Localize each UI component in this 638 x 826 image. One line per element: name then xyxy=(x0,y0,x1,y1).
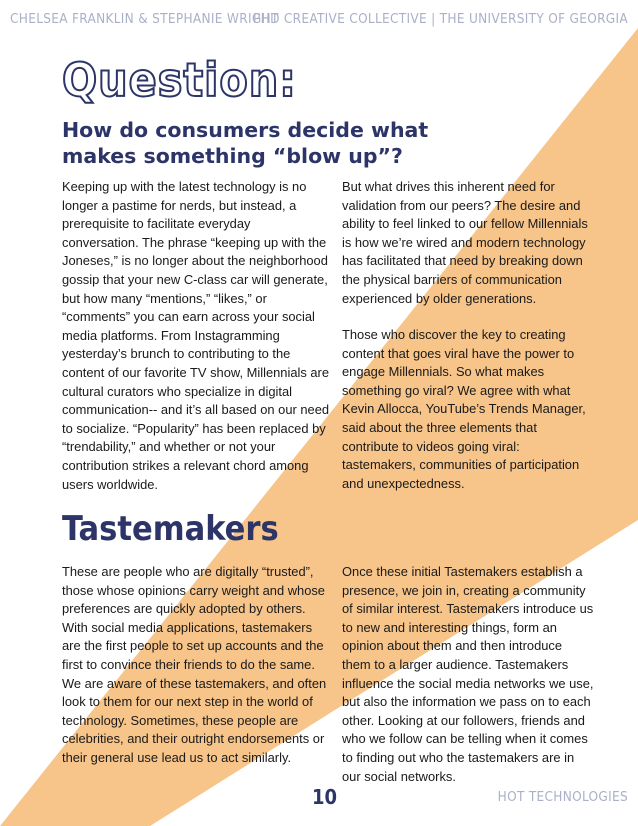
question-subtitle: How do consumers decide what makes something “blow up”? xyxy=(62,118,429,168)
header-authors: CHELSEA FRANKLIN & STEPHANIE WRIGHT xyxy=(10,11,279,27)
intro-column-2-paragraph-1: But what drives this inherent need for validation from our peers? The desire and ability to feel linked to our fellow Millennials is how we’re wired and modern technology has facilitated that need by breaking down the physical barriers of communication experienced by older generations. xyxy=(342,179,588,306)
intro-column-1: Keeping up with the latest technology is no longer a pastime for nerds, but instead, a prerequisite to facilitate everyday conversation. The phrase “keeping up with the Joneses,” is no longer about the neighborhood gossip that your new C-class car will generate, but how many “mentions,” “likes,” or “comments” you can earn across your social media platforms. From Instagramming yesterday’s brunch to contributing to the content of our favorite TV show, Millennials are cultural curators who specialize in digital communication-- and it’s all based on our need to socialize. “Popularity” has been replaced by “trendability,” and whether or not your contribution strikes a relevant chord among users worldwide. xyxy=(62,179,330,492)
header-organization: PHD CREATIVE COLLECTIVE | THE UNIVERSITY OF GEORGIA xyxy=(253,11,628,27)
tastemakers-column-2: Once these initial Tastemakers establish a presence, we join in, creating a community of similar interest. Tastemakers introduce us to new and interesting things, form an opinion about them and then introduce them to a larger audience. Tastemakers influence the social media networks we use, but also the information we pass on to each other. Looking at our followers, friends and who we follow can be telling when it comes to finding out who the tastemakers are in our social networks. xyxy=(342,564,594,784)
footer-section-label: HOT TECHNOLOGIES xyxy=(497,789,628,805)
tastemakers-column-1: These are people who are digitally “trusted”, those whose opinions carry weight and whose preferences are quickly adopted by others. With social media applications, tastemakers are the first people to set up accounts and the first to convince their friends to do the same. We are aware of these tastemakers, and often look to them for our next step in the world of technology. Sometimes, these people are celebrities, and their outright endorsements or their general use lead us to act similarly. xyxy=(62,564,327,765)
question-title: Question: xyxy=(62,53,297,107)
page-number: 10 xyxy=(312,785,338,809)
section-heading-tastemakers: Tastemakers xyxy=(62,509,279,549)
intro-column-2-paragraph-2: Those who discover the key to creating content that goes viral have the power to engage Millennials. So what makes something go viral? We agree with what Kevin Allocca, YouTube’s Trends Manager, said about the three elements that contribute to videos going viral: tastemakers, communities of participation and unexpectedness. xyxy=(342,327,586,491)
